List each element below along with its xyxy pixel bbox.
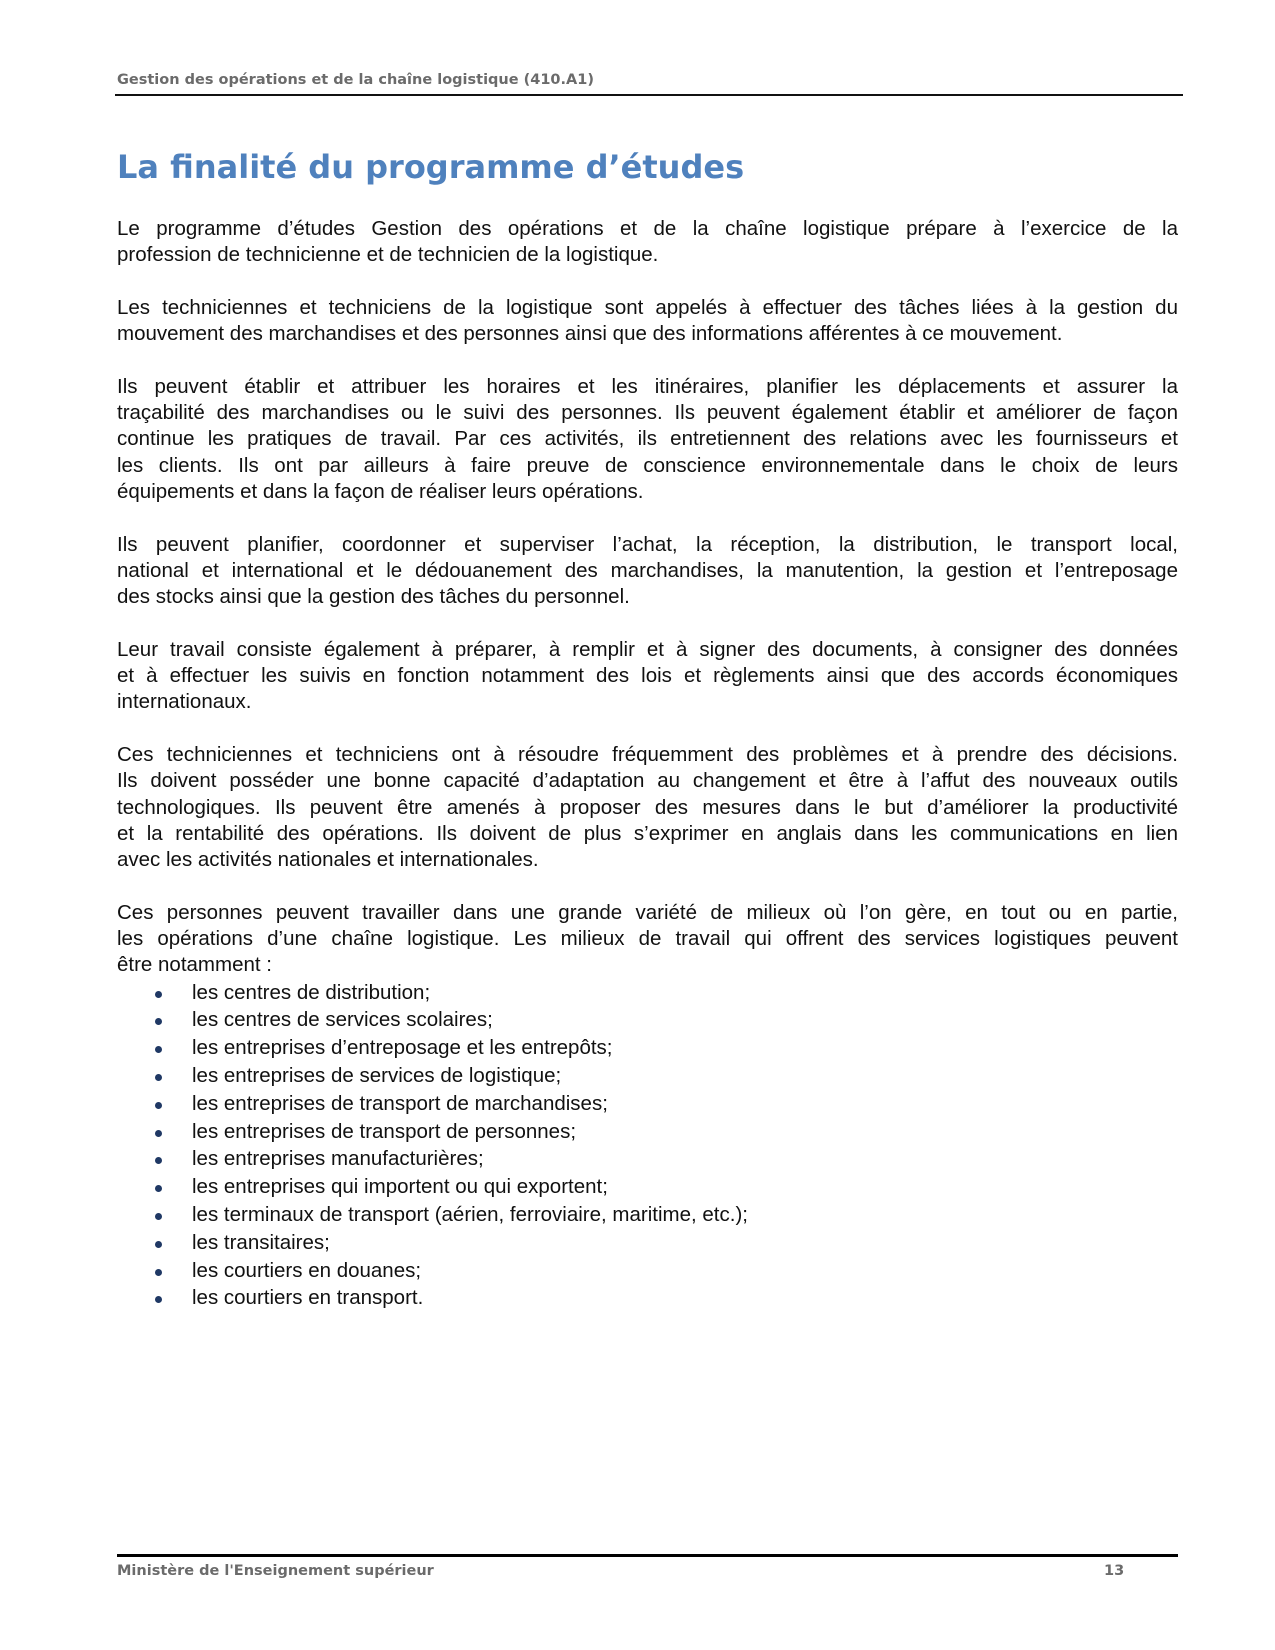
list-item-text: les entreprises qui importent ou qui exportent; [192,1175,608,1199]
paragraph [117,295,1178,348]
list-item-text: les entreprises de transport de marchandises; [192,1091,608,1115]
text-line: Ces techniciennes et techniciens ont à résoudre fréquemment des problèmes et à prendre des décisions. [117,742,1178,766]
list-item [117,1118,1178,1146]
list-item [117,1201,1178,1229]
list-item-text: les entreprises manufacturières; [192,1147,484,1171]
text-line: et la rentabilité des opérations. Ils doivent de plus s’exprimer en anglais dans les communications en lien [117,821,1178,845]
paragraph [117,900,1178,979]
list-item [117,1257,1178,1285]
header-divider [115,94,1183,96]
text-line: national et international et le dédouanement des marchandises, la manutention, la gestion et l’entreposage [117,558,1178,582]
list-item-text: les entreprises de services de logistique; [192,1064,562,1087]
list-item [117,1034,1178,1062]
bullet-icon [155,1213,162,1220]
bullet-icon [155,1296,162,1303]
bullet-icon [155,1130,162,1137]
list-item [117,1090,1178,1118]
text-line: Leur travail consiste également à préparer, à remplir et à signer des documents, à consigner des données [117,637,1178,661]
list-item-text: les entreprises de transport de personnes; [192,1119,577,1143]
paragraph [117,637,1178,716]
paragraph [117,532,1178,611]
bullet-icon [155,1046,162,1053]
list-item-text: les entreprises d’entreposage et les entrepôts; [192,1036,613,1060]
bullet-icon [155,1241,162,1248]
text-line: des stocks ainsi que la gestion des tâches du personnel. [117,585,630,609]
list-item-text: les courtiers en douanes; [192,1258,422,1282]
bullet-icon [155,1157,162,1164]
list-item [117,979,1178,1007]
text-line: avec les activités nationales et internationales. [117,848,539,872]
list-item-text: les transitaires; [192,1230,330,1254]
text-line: technologiques. Ils peuvent être amenés à proposer des mesures dans le but d’améliorer la productivité [117,795,1178,819]
text-line: être notamment : [117,953,272,977]
text-line: Ils doivent posséder une bonne capacité d’adaptation au changement et être à l’affut des nouveaux outils [117,769,1178,793]
footer-text: Ministère de l'Enseignement supérieur [117,1563,434,1579]
bullet-icon [155,1185,162,1192]
text-line: mouvement des marchandises et des personnes ainsi que des informations afférentes à ce mouvement. [117,322,1063,346]
paragraph [117,374,1178,505]
page-number: 13 [1104,1563,1125,1579]
bullet-icon [155,1269,162,1276]
list-item [117,1062,1178,1090]
text-line: et à effectuer les suivis en fonction notamment des lois et règlements ainsi que des accords économiques [117,664,1178,688]
text-line: Le programme d’études Gestion des opérations et de la chaîne logistique prépare à l’exercice de la [117,217,1178,240]
list-item [117,1145,1178,1173]
paragraph [117,216,1178,269]
text-line: équipements et dans la façon de réaliser leurs opérations. [117,479,644,503]
bullet-icon [155,991,162,998]
list-item-text: les centres de distribution; [192,980,431,1004]
document-body [117,216,1178,1312]
text-line: internationaux. [117,690,252,714]
text-line: Ces personnes peuvent travailler dans une grande variété de milieux où l’on gère, en tout ou en partie, [117,900,1178,924]
running-header: Gestion des opérations et de la chaîne logistique (410.A1) [117,72,594,88]
text-line: Ils peuvent établir et attribuer les horaires et les itinéraires, planifier les déplacements et assurer la [117,374,1178,398]
list-item [117,1229,1178,1257]
list-item [117,1284,1178,1312]
paragraph [117,742,1178,873]
list-item [117,1006,1178,1034]
list-item-text: les terminaux de transport (aérien, ferroviaire, maritime, etc.); [192,1202,748,1226]
text-line: les opérations d’une chaîne logistique. Les milieux de travail qui offrent des services logistiques peuvent [117,927,1178,951]
workplace-list [117,979,1178,1313]
bullet-icon [155,1074,162,1081]
text-line: Les techniciennes et techniciens de la logistique sont appelés à effectuer des tâches liées à la gestion du [117,295,1178,319]
bullet-icon [155,1102,162,1109]
list-item [117,1173,1178,1201]
text-line: traçabilité des marchandises ou le suivi des personnes. Ils peuvent également établir et améliorer de façon [117,401,1178,425]
text-line: continue les pratiques de travail. Par ces activités, ils entretiennent des relations avec les fournisseurs et [117,427,1178,451]
bullet-icon [155,1018,162,1025]
list-item-text: les courtiers en transport. [192,1286,424,1310]
text-line: les clients. Ils ont par ailleurs à faire preuve de conscience environnementale dans le choix de leurs [117,453,1178,477]
text-line: profession de technicienne et de technicien de la logistique. [117,243,659,267]
page-title: La finalité du programme d’études [117,148,745,186]
footer-divider [117,1554,1178,1557]
text-line: Ils peuvent planifier, coordonner et superviser l’achat, la réception, la distribution, le transport local, [117,532,1178,556]
list-item-text: les centres de services scolaires; [192,1008,493,1032]
